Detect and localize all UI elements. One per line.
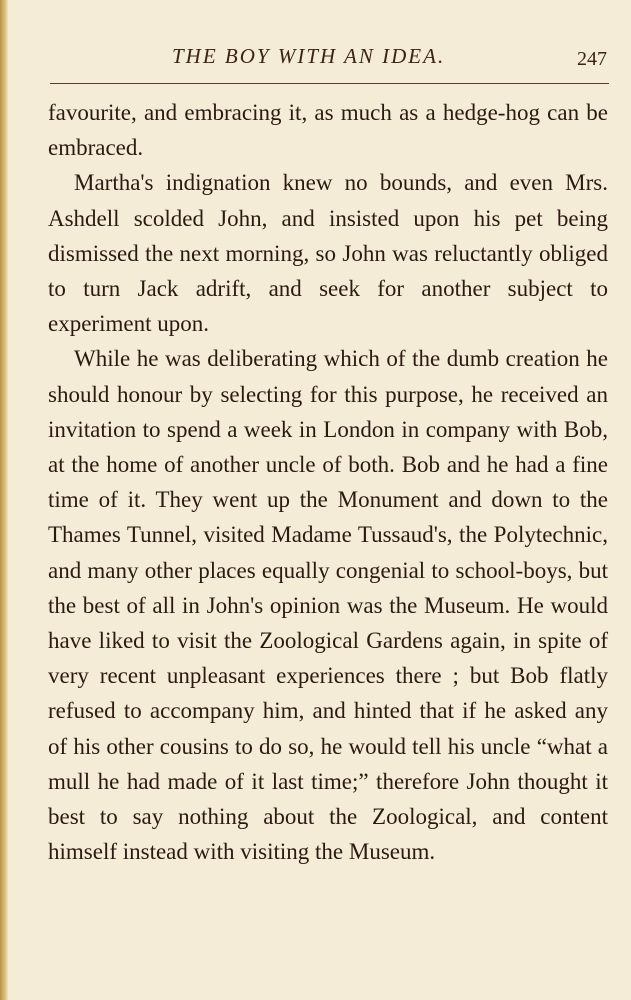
page-header <box>50 40 611 80</box>
body-text <box>48 95 608 869</box>
page-number: 247 <box>577 48 607 70</box>
page-edge <box>0 0 8 1000</box>
running-title: THE BOY WITH AN IDEA. <box>172 44 446 68</box>
header-rule <box>50 83 609 84</box>
paragraph-3: While he was deliberating which of the dumb creation he should honour by selecting for this purpose, he received an invitation to spend a week in London in company with Bob, at the home of another uncle of both. Bob and he had a fine time of it. They went up the Monument and down to the Thames Tunnel, visited Madame Tussaud's, the Polytechnic, and many other places equally congenial to school-boys, but the best of all in John's opinion was the Museum. He would have liked to visit the Zoological Gardens again, in spite of very recent unpleasant experiences there ; but Bob flatly refused to accompany him, and hinted that if he asked any of his other cousins to do so, he would tell his uncle “what a mull he had made of it last time;” therefore John thought it best to say nothing about the Zoological, and content himself instead with visiting the Museum. <box>48 346 608 865</box>
paragraph-1: favourite, and embracing it, as much as a hedge-hog can be embraced. <box>48 100 608 161</box>
paragraph-2: Martha's indignation knew no bounds, and even Mrs. Ashdell scolded John, and insisted upon his pet being dismissed the next morning, so John was reluctantly obliged to turn Jack adrift, and seek for another subject to experiment upon. <box>48 170 608 337</box>
